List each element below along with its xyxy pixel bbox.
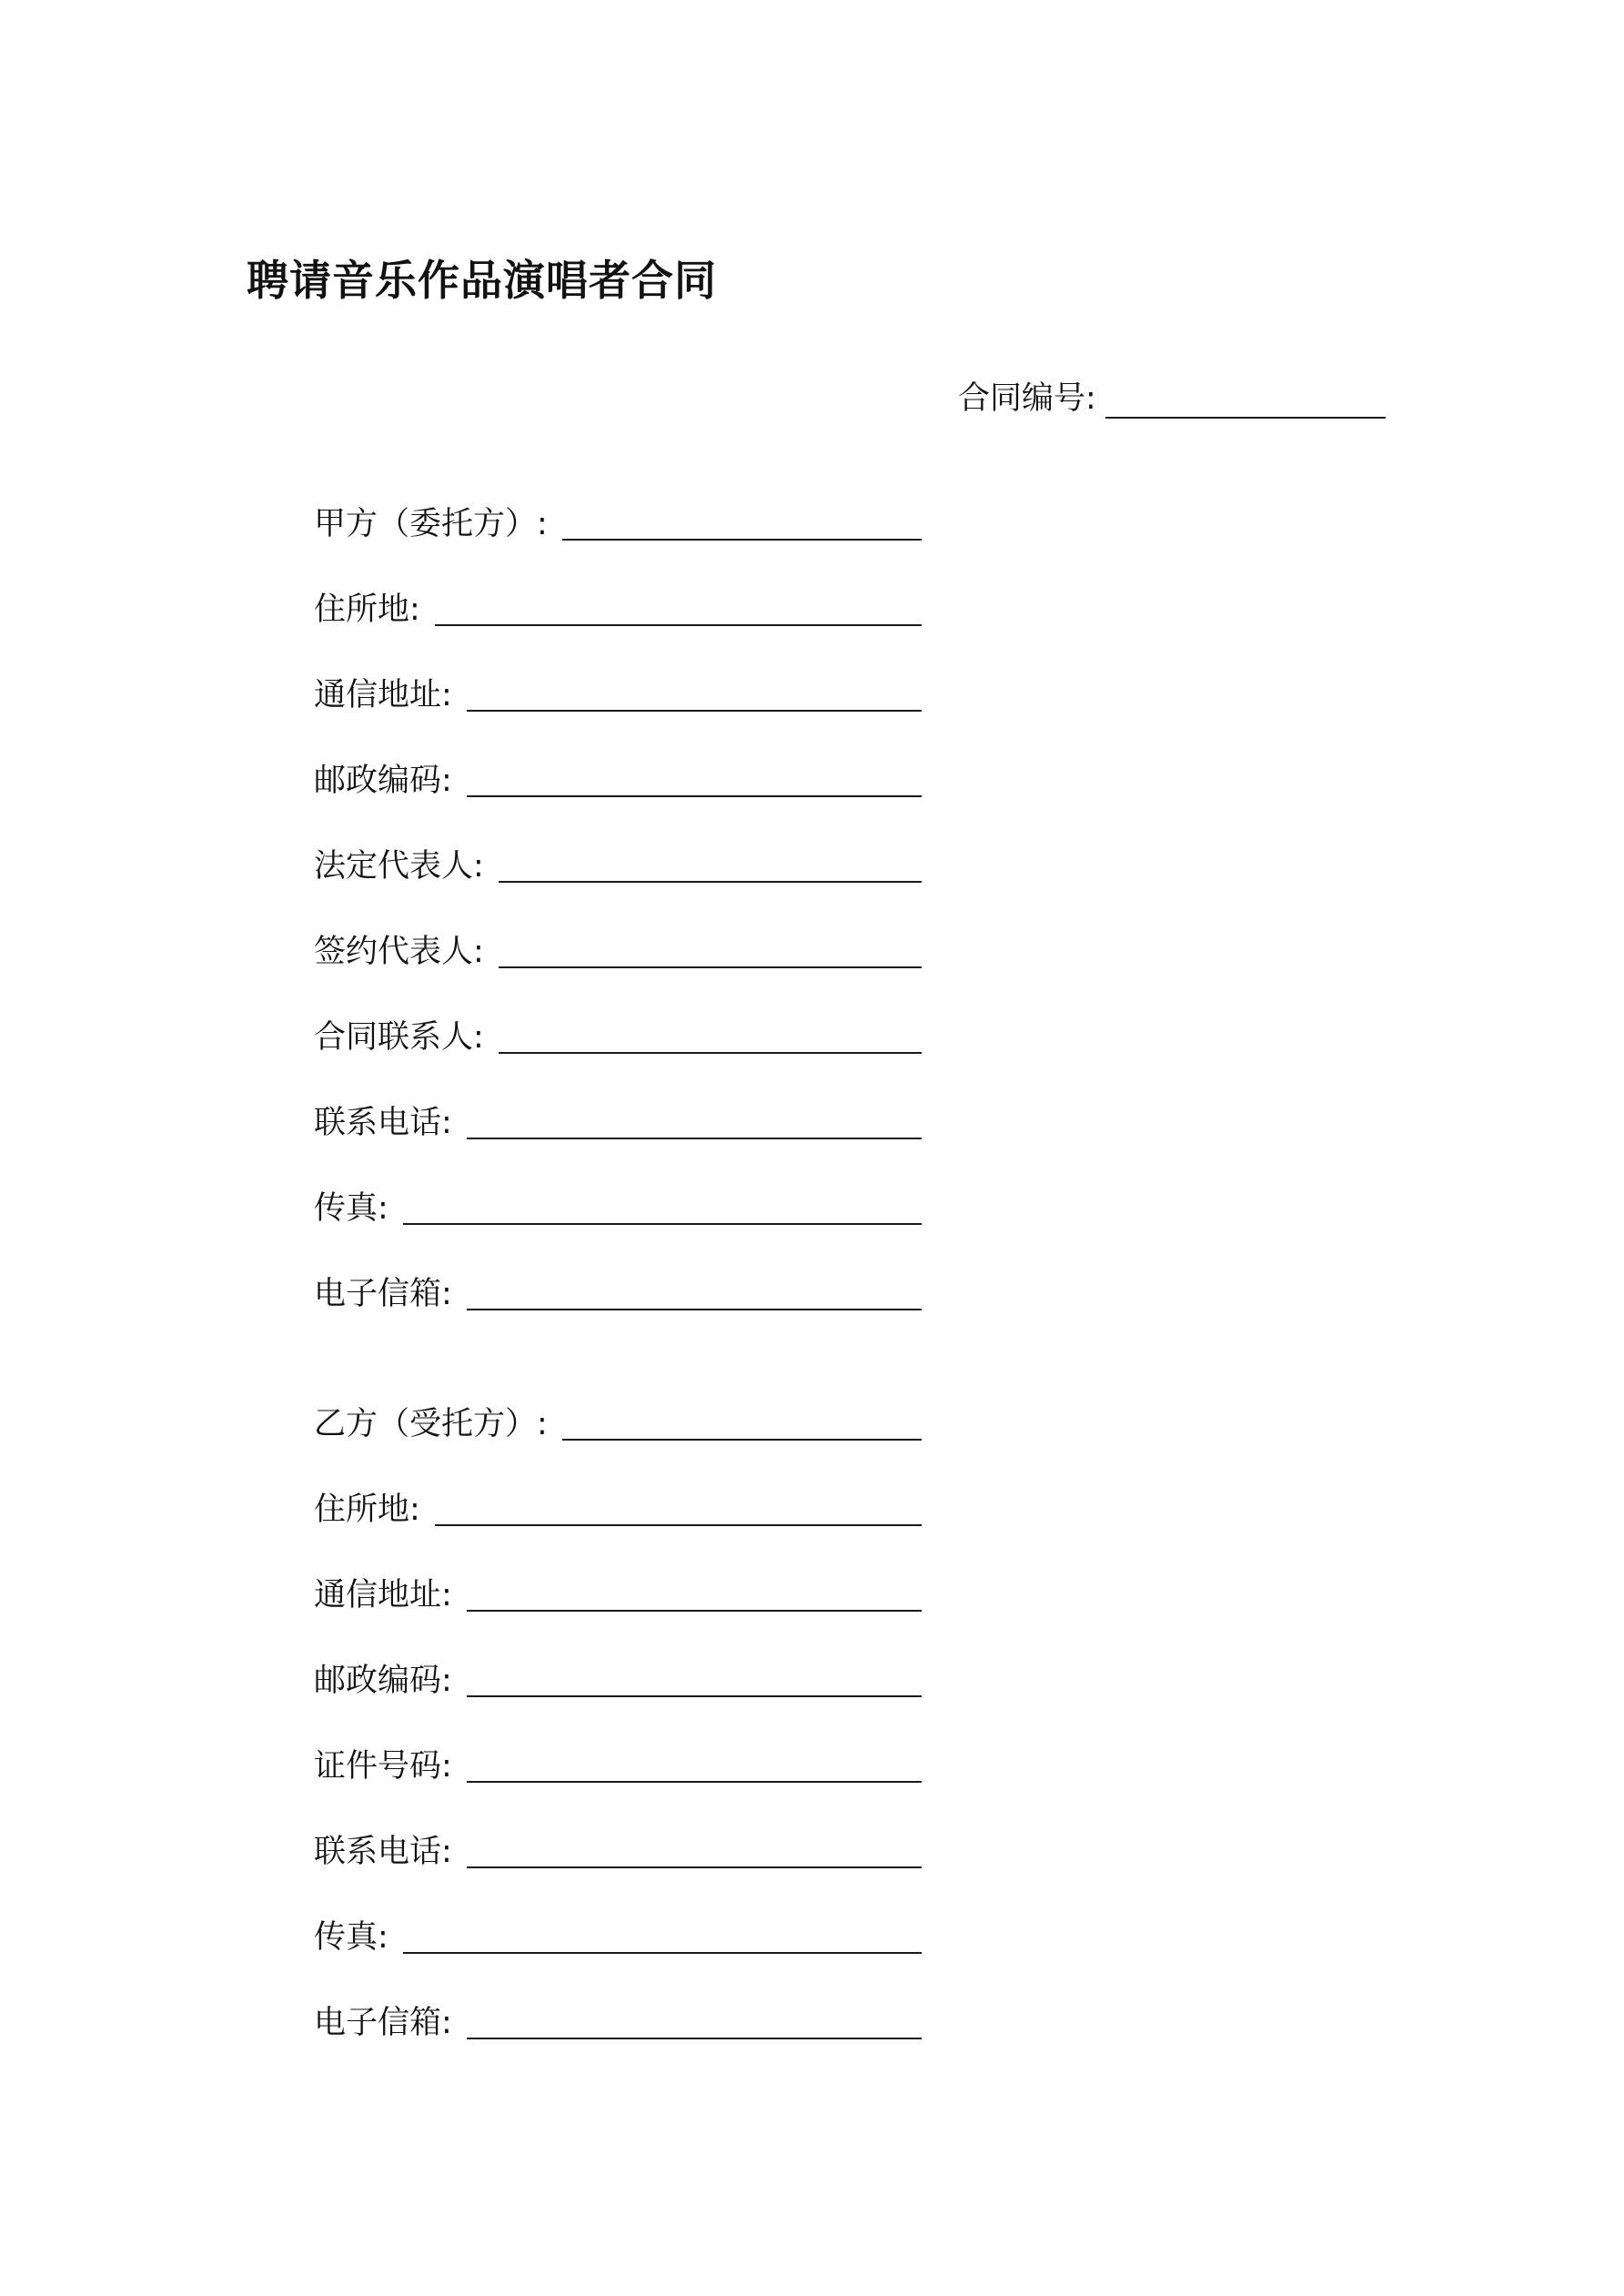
party-a-address-blank[interactable] [467, 670, 922, 712]
party-a-phone-label: 联系电话: [314, 1105, 452, 1141]
party-a-name-blank[interactable] [562, 499, 922, 541]
party-b-postcode-blank[interactable] [467, 1655, 922, 1697]
party-b-phone-blank[interactable] [467, 1826, 922, 1868]
party-b-fax-row [314, 1912, 922, 1998]
party-a-contact-row [314, 1012, 922, 1097]
party-a-signing-rep-label: 签约代表人: [314, 934, 484, 970]
party-a-postcode-blank[interactable] [467, 755, 922, 797]
party-a-domicile-row [314, 584, 922, 670]
party-b-address-blank[interactable] [467, 1570, 922, 1612]
party-b-domicile-label: 住所地: [314, 1492, 420, 1528]
party-a-signing-rep-row [314, 926, 922, 1012]
party-b-postcode-label: 邮政编码: [314, 1663, 452, 1699]
party-a-legal-rep-blank[interactable] [499, 841, 922, 883]
party-b-name-blank[interactable] [562, 1399, 922, 1441]
party-a-contact-label: 合同联系人: [314, 1019, 484, 1056]
party-a-email-row [314, 1269, 922, 1354]
party-b-phone-label: 联系电话: [314, 1834, 452, 1870]
party-a-signing-rep-blank[interactable] [499, 926, 922, 968]
party-b-id-number-row [314, 1741, 922, 1826]
contract-number-field [958, 373, 1386, 419]
party-b-domicile-row [314, 1484, 922, 1570]
contract-number-blank[interactable] [1105, 380, 1386, 419]
party-a-postcode-label: 邮政编码: [314, 763, 452, 799]
party-a-section [314, 499, 922, 1354]
party-a-legal-rep-label: 法定代表人: [314, 848, 484, 885]
party-a-contact-blank[interactable] [499, 1012, 922, 1054]
party-b-email-label: 电子信箱: [314, 2005, 452, 2041]
party-b-domicile-blank[interactable] [435, 1484, 922, 1526]
party-b-name-label: 乙方（受托方）: [314, 1406, 548, 1442]
party-a-phone-blank[interactable] [467, 1097, 922, 1139]
party-b-fax-label: 传真: [314, 1919, 388, 1956]
party-b-name-row [314, 1399, 922, 1484]
party-a-fax-blank[interactable] [403, 1183, 922, 1225]
party-b-section [314, 1399, 922, 2083]
party-a-fax-label: 传真: [314, 1190, 388, 1227]
party-a-domicile-blank[interactable] [435, 584, 922, 626]
party-b-address-row [314, 1570, 922, 1655]
page-title: 聘请音乐作品演唱者合同 [247, 256, 717, 305]
party-b-email-blank[interactable] [467, 1998, 922, 2039]
party-b-id-number-blank[interactable] [467, 1741, 922, 1783]
party-a-address-label: 通信地址: [314, 677, 452, 713]
party-a-email-label: 电子信箱: [314, 1276, 452, 1312]
party-b-fax-blank[interactable] [403, 1912, 922, 1954]
contract-number-label: 合同编号: [958, 380, 1096, 417]
party-a-phone-row [314, 1097, 922, 1183]
party-b-id-number-label: 证件号码: [314, 1748, 452, 1785]
party-b-address-label: 通信地址: [314, 1577, 452, 1613]
party-a-legal-rep-row [314, 841, 922, 926]
party-a-address-row [314, 670, 922, 755]
party-a-fax-row [314, 1183, 922, 1269]
party-a-name-label: 甲方（委托方）: [314, 506, 548, 542]
party-b-email-row [314, 1998, 922, 2083]
party-a-name-row [314, 499, 922, 584]
party-a-domicile-label: 住所地: [314, 592, 420, 628]
party-a-email-blank[interactable] [467, 1269, 922, 1310]
party-a-postcode-row [314, 755, 922, 841]
party-b-postcode-row [314, 1655, 922, 1741]
party-b-phone-row [314, 1826, 922, 1912]
